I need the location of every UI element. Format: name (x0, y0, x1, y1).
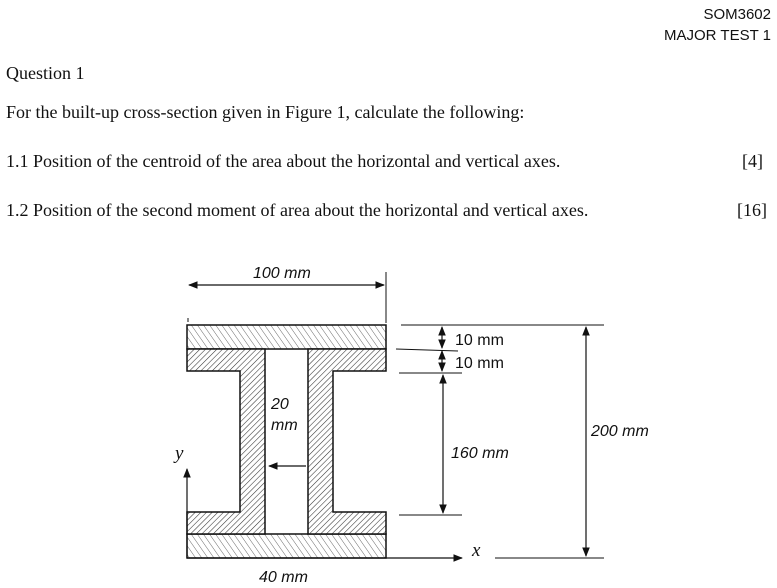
dim-plate-thickness-label: 10 mm (455, 355, 504, 372)
course-code: SOM3602 (703, 6, 771, 23)
top-plate (187, 325, 386, 349)
question-item-2-marks: [16] (737, 200, 767, 220)
dim-gap-label: 20 (271, 396, 289, 413)
question-item-2: 1.2 Position of the second moment of area about the horizontal and vertical axes. (6, 200, 589, 220)
right-channel (308, 349, 386, 534)
question-item-1-marks: [4] (742, 151, 763, 171)
test-name: MAJOR TEST 1 (664, 27, 771, 44)
bottom-plate (187, 534, 386, 558)
question-intro: For the built-up cross-section given in Figure 1, calculate the following: (6, 102, 525, 122)
dim-web-height-label: 160 mm (451, 445, 509, 462)
question-title: Question 1 (6, 63, 85, 83)
dim-total-height-label: 200 mm (591, 423, 649, 440)
question-item-1: 1.1 Position of the centroid of the area about the horizontal and vertical axes. (6, 151, 561, 171)
dim-flange-thickness-label: 10 mm (455, 332, 504, 349)
x-axis-label: x (472, 540, 481, 561)
y-axis-label: y (175, 443, 184, 464)
dim-bottom-label: 40 mm (259, 569, 308, 586)
left-channel (187, 349, 265, 534)
dim-width-top-label: 100 mm (253, 265, 311, 282)
dim-gap-unit-label: mm (271, 417, 298, 434)
